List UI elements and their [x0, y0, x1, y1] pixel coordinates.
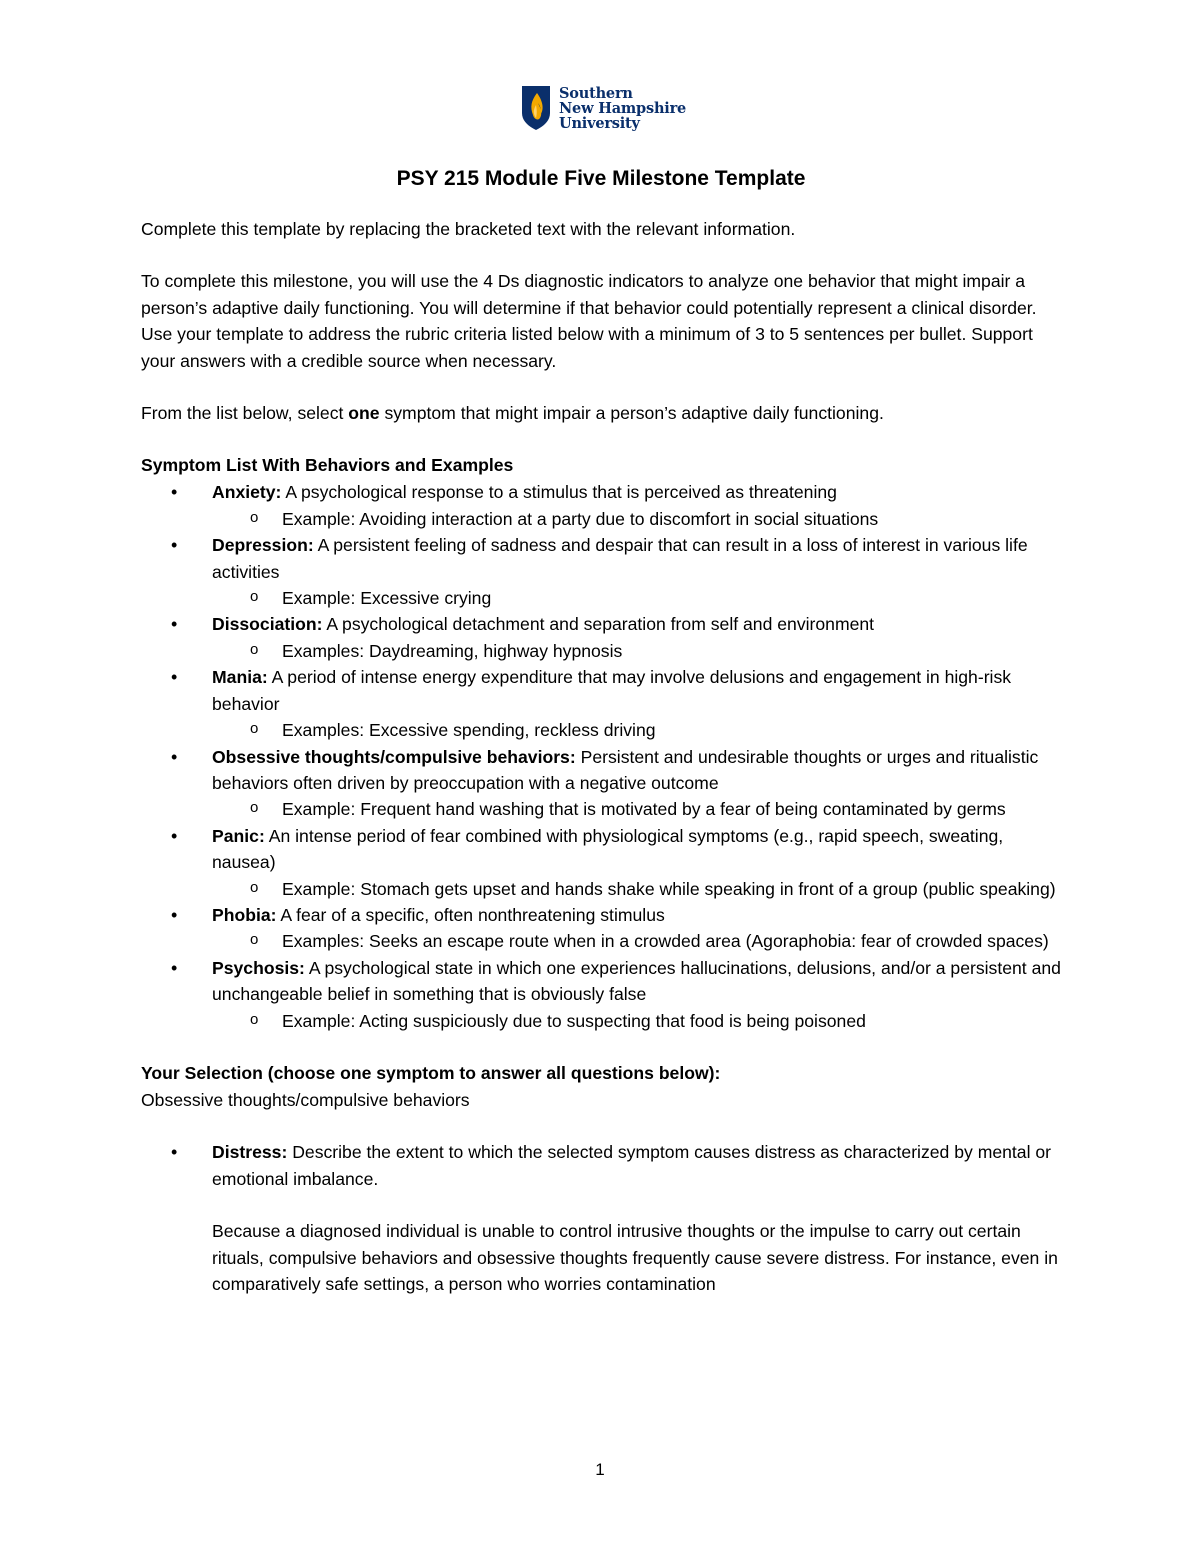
symptom-example: o Examples: Daydreaming, highway hypnosis [212, 638, 1061, 664]
question-prompt: Describe the extent to which the selected symptom causes distress as characterized by mental or emotional imbalance. [212, 1142, 1052, 1189]
symptom-description: A fear of a specific, often nonthreatening stimulus [276, 904, 665, 925]
symptom-item-phobia [141, 902, 1061, 955]
selection-value: Obsessive thoughts/compulsive behaviors [141, 1089, 470, 1110]
symptom-example: o Example: Avoiding interaction at a party due to discomfort in social situations [212, 506, 1061, 532]
symptom-item-obsessive-compulsive [141, 744, 1061, 823]
symptom-term: Phobia: [212, 904, 277, 925]
symptom-item-depression [141, 532, 1061, 611]
intro-select-after: symptom that might impair a person’s adaptive daily functioning. [379, 403, 884, 424]
intro-instructions: Complete this template by replacing the bracketed text with the relevant information. [141, 219, 796, 239]
symptom-term: Panic: [212, 825, 265, 846]
symptom-example: o Examples: Excessive spending, reckless driving [212, 717, 1061, 743]
symptom-item-mania [141, 664, 1061, 743]
document-body [141, 160, 1061, 1297]
intro-milestone-description: To complete this milestone, you will use the 4 Ds diagnostic indicators to analyze one behavior that might impair a person’s adaptive daily functioning. You will determine if that behavior could potentially represent a clinical disorder. Use your template to address the rubric criteria listed below with a minimum of 3 to 5 sentences per bullet. Support your answers with a credible source when necessary. [141, 271, 1037, 371]
symptom-list [141, 479, 1061, 1034]
symptom-term: Anxiety: [212, 482, 282, 503]
symptom-description: An intense period of fear combined with physiological symptoms (e.g., rapid speech, sweating, nausea) [212, 825, 1004, 873]
intro-select-bold: one [348, 403, 380, 424]
symptom-example: o Examples: Seeks an escape route when in a crowded area (Agoraphobia: fear of crowded spaces) [212, 928, 1061, 954]
shield-flame-icon [521, 85, 551, 131]
university-logo [521, 84, 686, 132]
question-item-distress [141, 1139, 1061, 1192]
question-term: Distress: [212, 1142, 288, 1163]
distress-answer: Because a diagnosed individual is unable to control intrusive thoughts or the impulse to carry out certain rituals, compulsive behaviors and obsessive thoughts frequently cause severe distress. For instance, even in comparatively safe settings, a person who worries contamination [212, 1221, 1058, 1294]
intro-select-instruction [141, 400, 1061, 426]
symptom-example: o Example: Stomach gets upset and hands shake while speaking in front of a group (public speaking) [212, 876, 1061, 902]
symptom-description: Persistent and undesirable thoughts or urges and ritualistic behaviors often driven by preoccupation with a negative outcome [212, 746, 1039, 793]
symptom-example: o Example: Frequent hand washing that is motivated by a fear of being contaminated by germs [212, 796, 1061, 822]
symptom-term: Psychosis: [212, 957, 305, 978]
symptom-example: o Example: Acting suspiciously due to suspecting that food is being poisoned [212, 1008, 1061, 1034]
logo-line-1: Southern [559, 84, 633, 102]
symptom-list-heading: Symptom List With Behaviors and Examples [141, 455, 514, 476]
selection-heading: Your Selection (choose one symptom to answer all questions below): [141, 1062, 721, 1083]
page-title: PSY 215 Module Five Milestone Template [396, 167, 806, 190]
page-number: 1 [595, 1460, 605, 1479]
symptom-item-anxiety [141, 479, 1061, 532]
logo-line-3: University [559, 114, 640, 132]
symptom-description: A psychological state in which one experiences hallucinations, delusions, and/or a persistent and unchangeable belief in something that is obviously false [212, 957, 1061, 1005]
intro-select-before: From the list below, select [141, 403, 349, 424]
question-list [141, 1139, 1061, 1192]
symptom-example: o Example: Excessive crying [212, 585, 1061, 611]
symptom-description: A psychological detachment and separation from self and environment [322, 614, 875, 635]
symptom-term: Mania: [212, 667, 268, 688]
symptom-term: Dissociation: [212, 614, 323, 635]
symptom-term: Depression: [212, 535, 314, 556]
symptom-term: Obsessive thoughts/compulsive behaviors: [212, 746, 576, 767]
symptom-item-panic [141, 823, 1061, 902]
symptom-item-psychosis [141, 955, 1061, 1034]
symptom-item-dissociation [141, 611, 1061, 664]
symptom-description: A psychological response to a stimulus that is perceived as threatening [281, 482, 837, 503]
symptom-description: A period of intense energy expenditure that may involve delusions and engagement in high-risk behavior [212, 667, 1012, 714]
symptom-description: A persistent feeling of sadness and despair that can result in a loss of interest in various life activities [212, 535, 1028, 582]
logo-line-2: New Hampshire [559, 99, 687, 117]
logo-wordmark [559, 86, 686, 131]
